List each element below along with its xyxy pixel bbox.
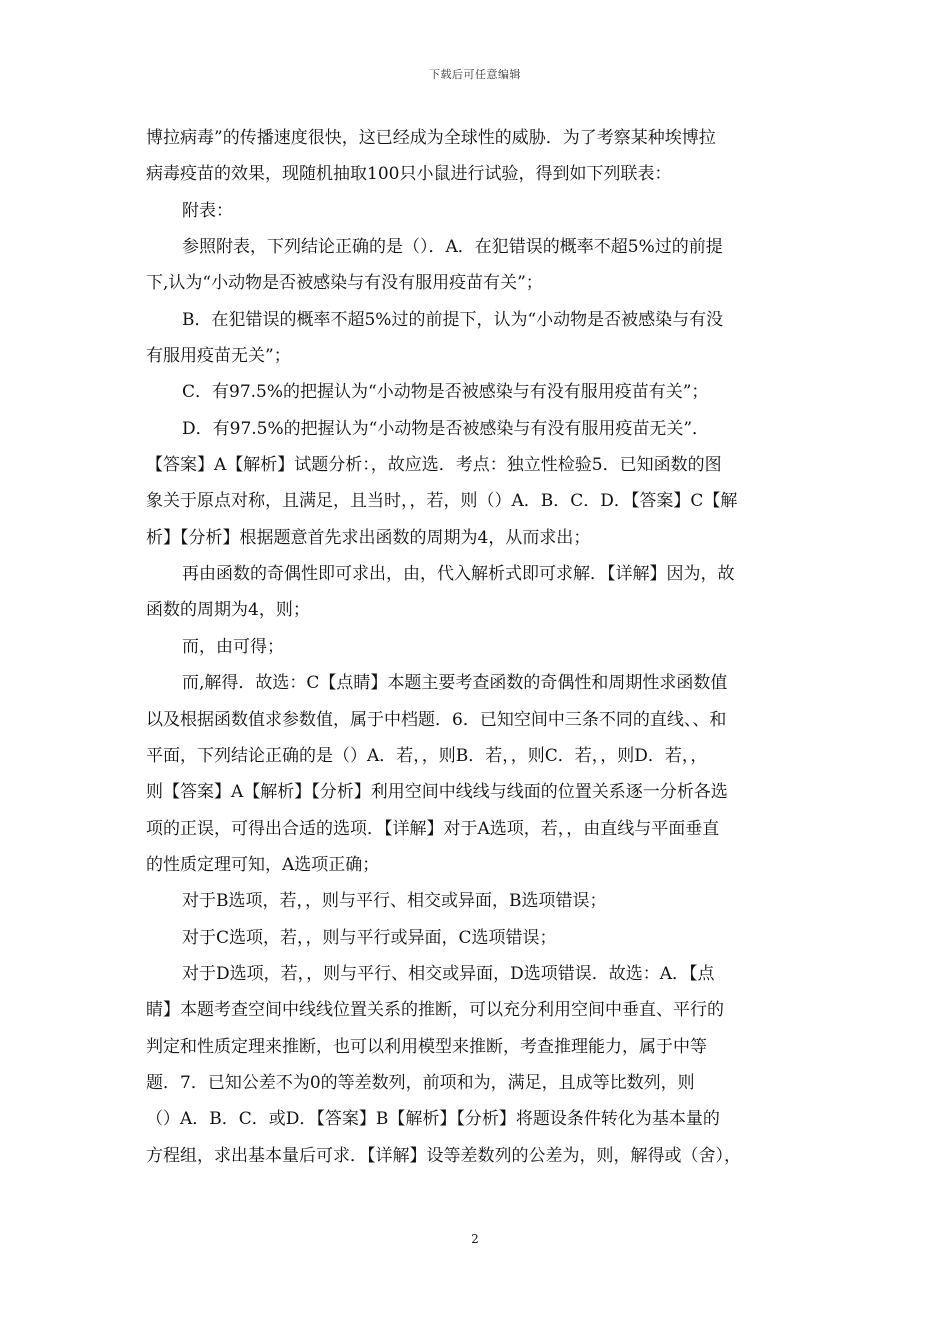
text-line: 函数的周期为4，则； <box>146 600 310 621</box>
text-line: 博拉病毒”的传播速度很快，这已经成为全球性的威胁．为了考察某种埃博拉 <box>146 128 716 148</box>
text-line: 再由函数的奇偶性即可求出，由，代入解析式即可求解．【详解】因为，故 <box>182 564 735 585</box>
text-line: 附表： <box>182 200 233 221</box>
text-line: （）A．B．C．或D．【答案】B【解析】【分析】将题设条件转化为基本量的 <box>146 1109 720 1130</box>
text-line: C．有97.5%的把握认为“小动物是否被感染与有没有服用疫苗有关”； <box>182 382 709 403</box>
text-line: 对于D选项，若，，则与平行、相交或异面，D选项错误．故选：A．【点 <box>182 963 715 984</box>
text-line: 项的正误，可得出合适的选项．【详解】对于A选项，若，，由直线与平面垂直 <box>146 818 720 839</box>
text-line: 参照附表，下列结论正确的是（）．A．在犯错误的概率不超5%过的前提 <box>182 237 723 258</box>
text-line: 下,认为“小动物是否被感染与有没有服用疫苗有关”； <box>146 273 543 294</box>
text-line: 析】【分析】根据题意首先求出函数的周期为4，从而求出； <box>146 527 591 548</box>
text-line: 而，由可得； <box>182 636 284 657</box>
text-line: 判定和性质定理来推断，也可以利用模型来推断，考查推理能力，属于中等 <box>146 1036 707 1057</box>
text-line: 对于C选项，若，，则与平行或异面，C选项错误； <box>182 927 557 948</box>
page-header: 下载后可任意编辑 <box>429 68 521 81</box>
text-line: B．在犯错误的概率不超5%过的前提下，认为“小动物是否被感染与有没 <box>182 309 724 330</box>
text-line: 睛】本题考查空间中线线位置关系的推断，可以充分利用空间中垂直、平行的 <box>146 1000 724 1021</box>
document-body <box>146 120 806 1174</box>
text-line: 平面，下列结论正确的是（）A．若，，则B．若，，则C．若，，则D．若，， <box>146 745 708 766</box>
text-line: 【答案】A【解析】试题分析：，故应选．考点：独立性检验5．已知函数的图 <box>146 455 722 476</box>
text-line: 有服用疫苗无关”； <box>146 346 291 367</box>
text-line: 题．7．已知公差不为0的等差数列，前项和为，满足，且成等比数列，则 <box>146 1072 695 1093</box>
text-line: 象关于原点对称，且满足，且当时，，若，则（）A．B．C．D．【答案】C【解 <box>146 491 738 512</box>
page-number: 2 <box>471 1232 479 1246</box>
text-line: 以及根据函数值求参数值，属于中档题．6．已知空间中三条不同的直线、、和 <box>146 709 727 730</box>
text-line: D．有97.5%的把握认为“小动物是否被感染与有没有服用疫苗无关”． <box>182 418 710 439</box>
text-line: 方程组，求出基本量后可求．【详解】设等差数列的公差为，则，解得或（舍）， <box>146 1145 741 1166</box>
text-line: 的性质定理可知，A选项正确； <box>146 854 380 875</box>
text-line: 而,解得．故选：C【点睛】本题主要考查函数的奇偶性和周期性求函数值 <box>182 673 728 694</box>
text-line: 对于B选项，若，，则与平行、相交或异面，B选项错误； <box>182 891 607 912</box>
text-line: 病毒疫苗的效果，现随机抽取100只小鼠进行试验，得到如下列联表： <box>146 164 672 185</box>
text-line: 则【答案】A【解析】【分析】利用空间中线线与线面的位置关系逐一分析各选 <box>146 782 728 803</box>
